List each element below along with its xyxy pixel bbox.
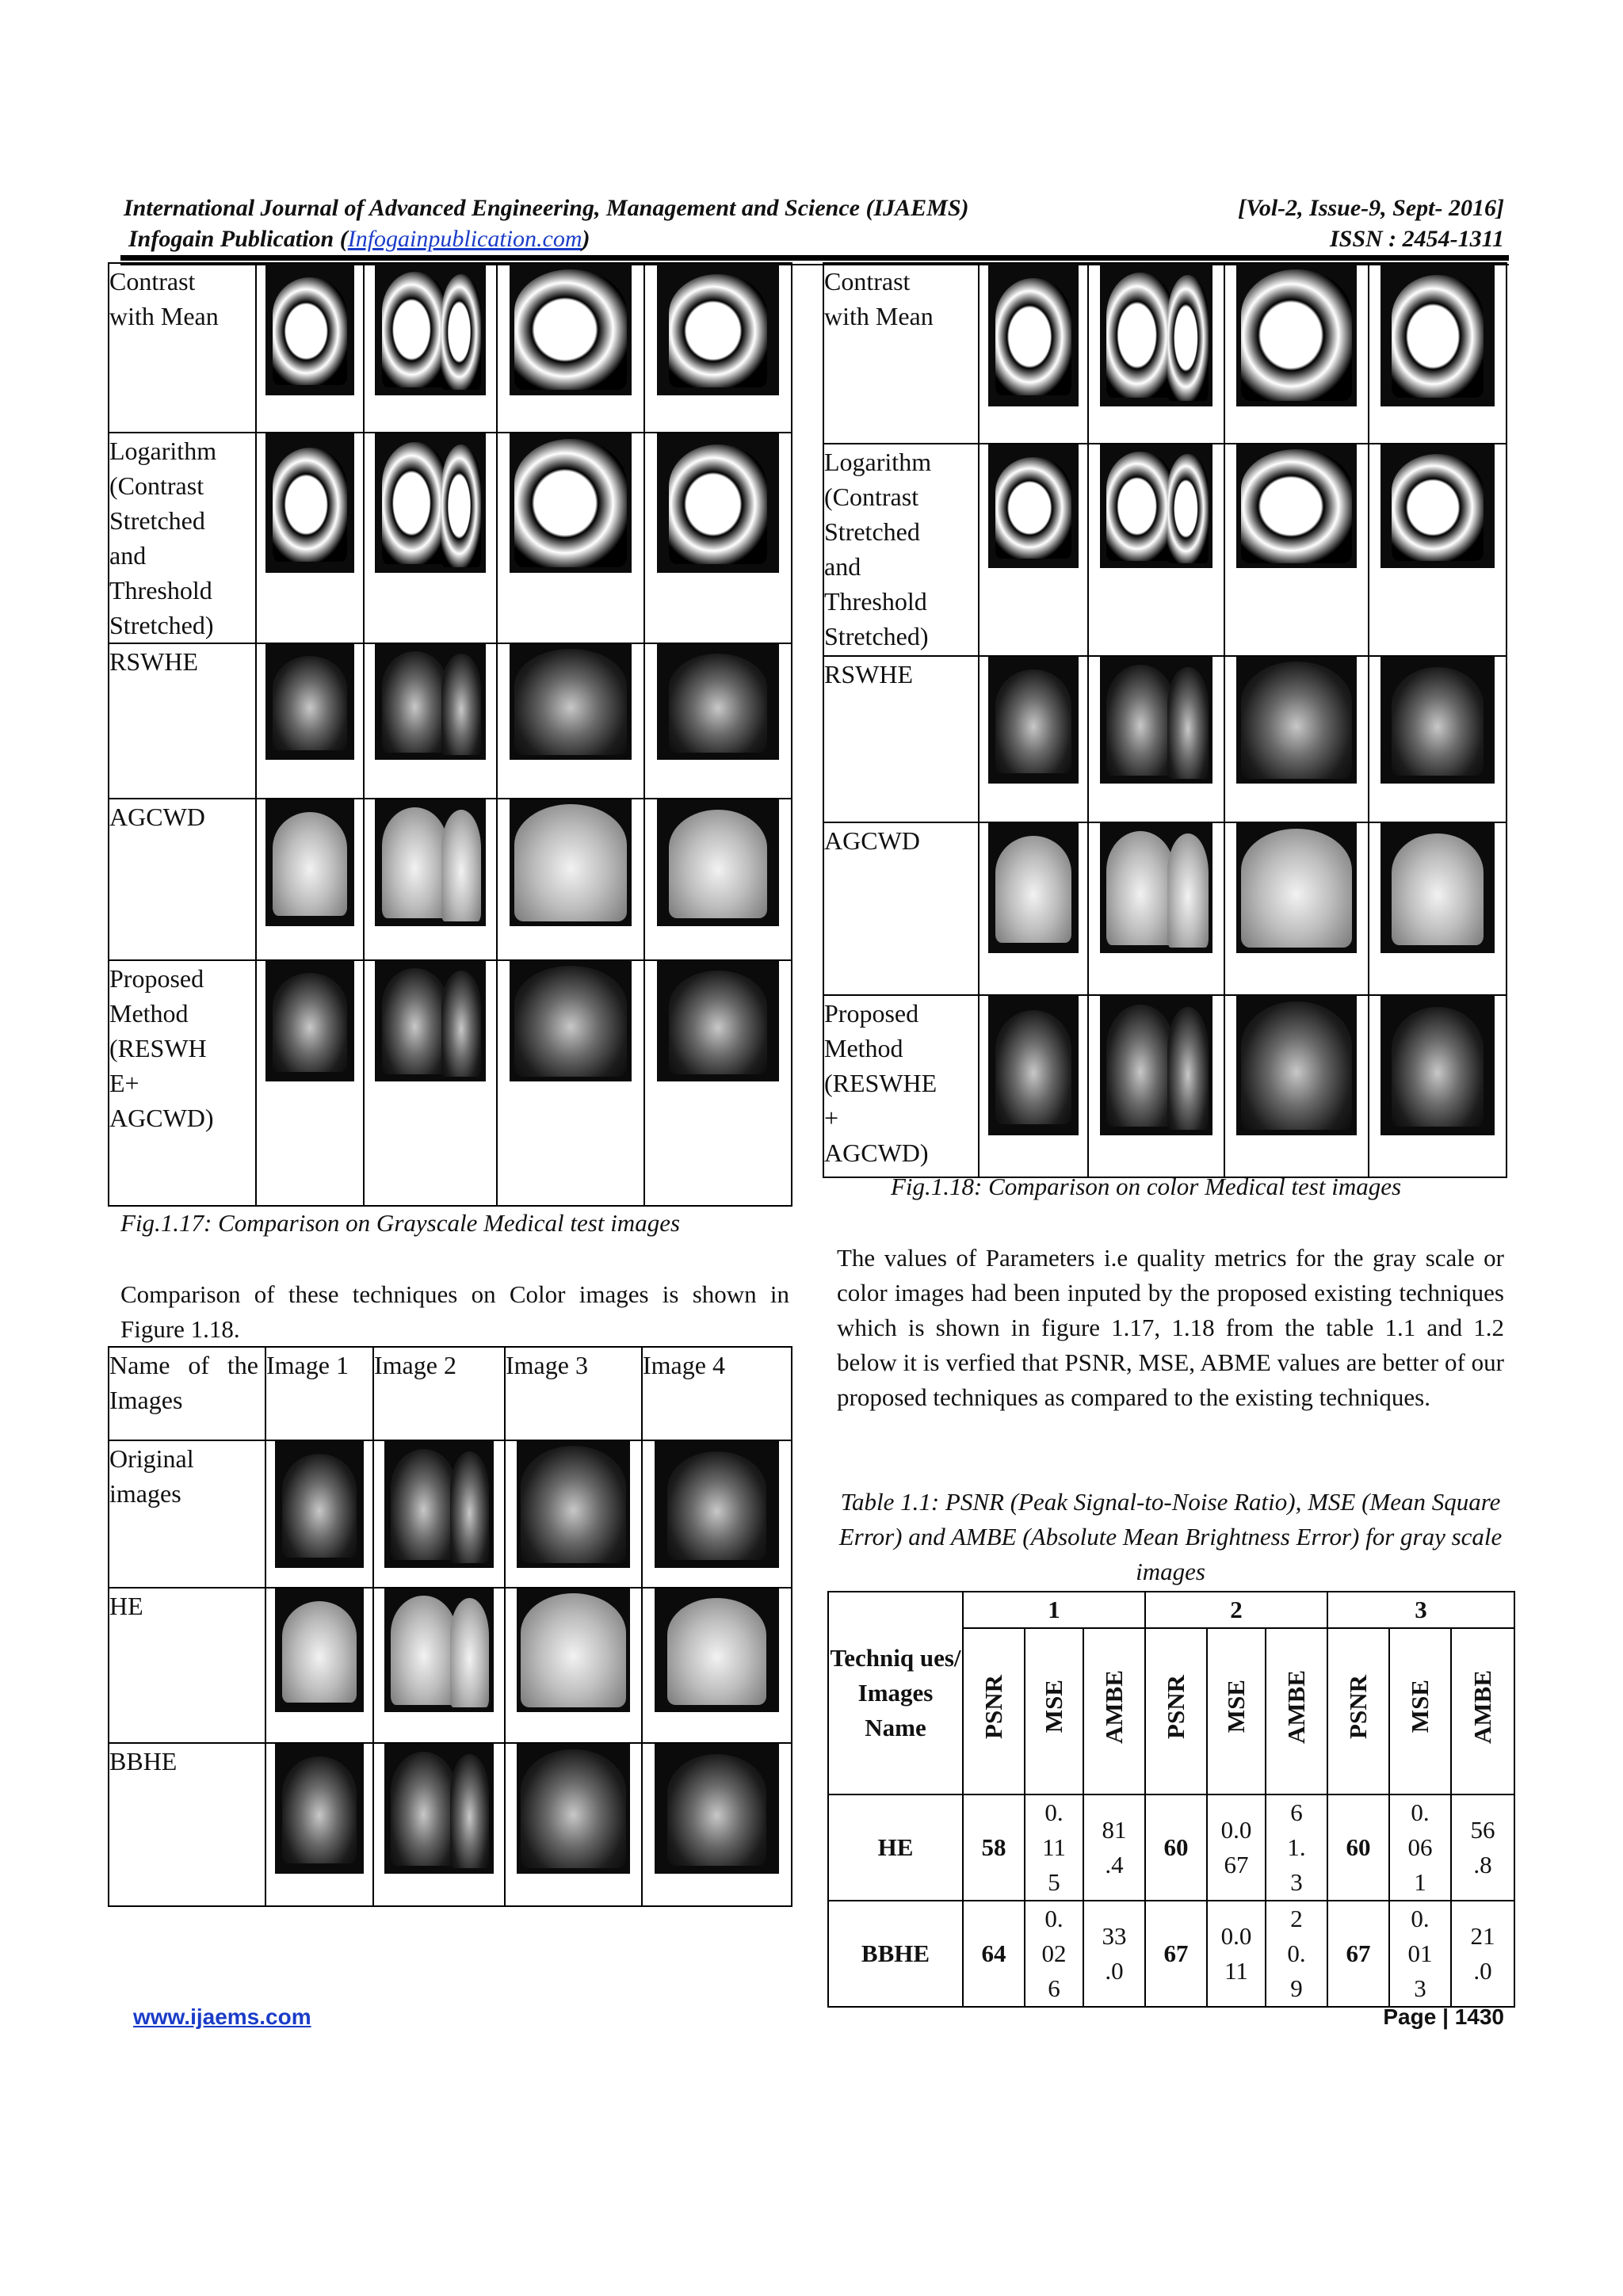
subcol-header: MSE [1389, 1628, 1451, 1794]
image-cell [644, 643, 792, 799]
ultrasound-image [1381, 264, 1495, 406]
image-cell [256, 643, 364, 799]
ultrasound-image [1236, 823, 1356, 953]
metric-value: 58 [963, 1794, 1025, 1901]
ultrasound-image [517, 1589, 631, 1712]
image-cell [1088, 995, 1224, 1177]
image-cell [364, 433, 497, 643]
image-cell [364, 799, 497, 960]
figure-row [109, 799, 792, 960]
technique-label: Proposed Method (RESWH E+ AGCWD) [109, 960, 256, 1206]
subcol-header: AMBE [1451, 1628, 1514, 1794]
ultrasound-image [1381, 996, 1495, 1135]
column-header: Name of the Images [109, 1347, 265, 1440]
ultrasound-image [657, 644, 780, 760]
technique-label: RSWHE [823, 656, 979, 822]
figure-row [109, 433, 792, 643]
metric-value: 2 0. 9 [1266, 1901, 1327, 2007]
issn: ISSN : 2454-1311 [1329, 226, 1504, 252]
image-cell [1369, 263, 1507, 444]
table-row [828, 1901, 1514, 2007]
journal-title: International Journal of Advanced Engineering, Management and Science (IJAEMS) [124, 195, 969, 221]
image-cell [1088, 822, 1224, 995]
ultrasound-image [510, 961, 632, 1081]
ultrasound-image [655, 1744, 779, 1874]
group-header: 2 [1145, 1592, 1327, 1628]
image-cell [1224, 822, 1369, 995]
ultrasound-image [510, 799, 632, 926]
metric-value: 33 .0 [1083, 1901, 1145, 2007]
table-caption: Table 1.1: PSNR (Peak Signal-to-Noise Ratio), MSE (Mean Square Error) and AMBE (Absolute Mean Brightness Error) for gray scale images [838, 1488, 1503, 1585]
subcol-header: PSNR [1145, 1628, 1207, 1794]
figure-row [823, 444, 1507, 656]
image-cell [497, 960, 644, 1206]
technique-label: AGCWD [109, 799, 256, 960]
ultrasound-image [275, 1589, 365, 1712]
ultrasound-image [517, 1441, 631, 1568]
image-cell [1224, 656, 1369, 822]
footer-page: Page | 1430 [1383, 2004, 1504, 2029]
ultrasound-image [988, 996, 1079, 1135]
metric-value: 0. 11 5 [1025, 1794, 1083, 1901]
fig18-original-grid [108, 1346, 792, 1907]
image-cell [644, 960, 792, 1206]
metric-value: 60 [1327, 1794, 1389, 1901]
fig18-grid [823, 262, 1507, 1178]
technique-label: Original images [109, 1440, 265, 1588]
ultrasound-image [375, 433, 485, 573]
technique-label: Logarithm (Contrast Stretched and Threshold Stretched) [109, 433, 256, 643]
image-cell [642, 1588, 792, 1743]
ultrasound-image [1381, 657, 1495, 784]
ultrasound-image [1381, 444, 1495, 568]
publisher-line: Infogain Publication (Infogainpublication.com) [128, 226, 590, 252]
ultrasound-image [1236, 264, 1356, 406]
ultrasound-image [1381, 823, 1495, 953]
technique-name: HE [828, 1794, 963, 1901]
ultrasound-image [1100, 657, 1213, 784]
ultrasound-image [988, 444, 1079, 568]
metrics-table [827, 1591, 1515, 2008]
group-header: 1 [963, 1592, 1145, 1628]
image-cell [642, 1440, 792, 1588]
ultrasound-image [655, 1589, 779, 1712]
figure-row [109, 1440, 792, 1588]
metric-value: 64 [963, 1901, 1025, 2007]
ultrasound-image [1100, 823, 1213, 953]
ultrasound-image [265, 264, 355, 395]
ultrasound-image [988, 657, 1079, 784]
ultrasound-image [375, 644, 485, 760]
fig17-caption: Fig.1.17: Comparison on Grayscale Medical test images [120, 1209, 681, 1237]
header-rule [120, 255, 1509, 261]
figure-row [823, 822, 1507, 995]
ultrasound-image [657, 433, 780, 573]
metric-value: 81 .4 [1083, 1794, 1145, 1901]
ultrasound-image [375, 961, 485, 1081]
figure-row [109, 263, 792, 433]
metric-value: 0. 02 6 [1025, 1901, 1083, 2007]
subcol-header: AMBE [1083, 1628, 1145, 1794]
image-cell [1369, 444, 1507, 656]
image-cell [644, 263, 792, 433]
metric-value: 0.0 67 [1207, 1794, 1266, 1901]
image-cell [364, 263, 497, 433]
ultrasound-image [275, 1744, 365, 1874]
figure-row [109, 1743, 792, 1906]
ultrasound-image [1100, 444, 1213, 568]
image-cell [364, 960, 497, 1206]
image-cell [1224, 263, 1369, 444]
ultrasound-image [265, 433, 355, 573]
image-cell [373, 1440, 505, 1588]
ultrasound-image [657, 264, 780, 395]
figure-row [109, 643, 792, 799]
metric-value: 0. 06 1 [1389, 1794, 1451, 1901]
metric-value: 56 .8 [1451, 1794, 1514, 1901]
ultrasound-image [657, 961, 780, 1081]
ultrasound-image [510, 264, 632, 395]
metric-value: 0.0 11 [1207, 1901, 1266, 2007]
image-cell [979, 995, 1088, 1177]
ultrasound-image [510, 644, 632, 760]
image-cell [505, 1440, 642, 1588]
ultrasound-image [655, 1441, 779, 1568]
table-corner-cell: Techniq ues/ Images Name [828, 1592, 963, 1794]
figure-row [109, 960, 792, 1206]
image-cell [497, 643, 644, 799]
subcol-header: MSE [1207, 1628, 1266, 1794]
subcol-header: AMBE [1266, 1628, 1327, 1794]
ultrasound-image [1236, 996, 1356, 1135]
subcol-header: PSNR [963, 1628, 1025, 1794]
image-cell [979, 263, 1088, 444]
body-paragraph: The values of Parameters i.e quality metrics for the gray scale or color images had been inputed by the proposed existing techniques which is shown in figure 1.17, 1.18 from the table 1.1 and 1.2 below it is verfied that PSNR, MSE, ABME values are better of our proposed techniques as compared to the existing techniques. [837, 1244, 1504, 1411]
figure-row [109, 1588, 792, 1743]
image-cell [1088, 656, 1224, 822]
ultrasound-image [1100, 264, 1213, 406]
image-cell [373, 1588, 505, 1743]
image-cell [497, 263, 644, 433]
technique-label: Proposed Method (RESWHE + AGCWD) [823, 995, 979, 1177]
figure-row [823, 995, 1507, 1177]
fig18-caption: Fig.1.18: Comparison on color Medical test images [891, 1173, 1402, 1200]
image-cell [1224, 995, 1369, 1177]
ultrasound-image [265, 961, 355, 1081]
image-cell [373, 1743, 505, 1906]
ultrasound-image [384, 1589, 494, 1712]
column-header: Image 4 [642, 1347, 792, 1440]
ultrasound-image [1100, 996, 1213, 1135]
metric-value: 67 [1327, 1901, 1389, 2007]
image-cell [979, 656, 1088, 822]
image-cell [1224, 444, 1369, 656]
image-cell [642, 1743, 792, 1906]
metric-value: 60 [1145, 1794, 1207, 1901]
image-cell [1369, 995, 1507, 1177]
image-cell [644, 433, 792, 643]
subcol-header: PSNR [1327, 1628, 1389, 1794]
ultrasound-image [988, 823, 1079, 953]
fig17-grid [108, 262, 792, 1207]
ultrasound-image [988, 264, 1079, 406]
metric-value: 6 1. 3 [1266, 1794, 1327, 1901]
technique-name: BBHE [828, 1901, 963, 2007]
publisher-link[interactable]: Infogainpublication.com [347, 226, 582, 252]
technique-label: Contrast with Mean [109, 263, 256, 433]
table-row [828, 1794, 1514, 1901]
column-header: Image 2 [373, 1347, 505, 1440]
ultrasound-image [265, 644, 355, 760]
image-cell [256, 433, 364, 643]
ultrasound-image [384, 1441, 494, 1568]
image-cell [505, 1743, 642, 1906]
image-cell [979, 822, 1088, 995]
image-cell [1369, 822, 1507, 995]
footer-website-link[interactable]: www.ijaems.com [133, 2004, 311, 2029]
ultrasound-image [1236, 444, 1356, 568]
technique-label: RSWHE [109, 643, 256, 799]
image-cell [1088, 444, 1224, 656]
image-cell [265, 1588, 373, 1743]
image-cell [265, 1743, 373, 1906]
image-cell [979, 444, 1088, 656]
ultrasound-image [384, 1744, 494, 1874]
header-row [109, 1347, 792, 1440]
ultrasound-image [657, 799, 780, 926]
subcol-header: MSE [1025, 1628, 1083, 1794]
figure-row [823, 656, 1507, 822]
figure-row [823, 263, 1507, 444]
intro-paragraph: Comparison of these techniques on Color images is shown in Figure 1.18. [120, 1280, 789, 1343]
image-cell [256, 799, 364, 960]
image-cell [256, 960, 364, 1206]
volume-info: [Vol-2, Issue-9, Sept- 2016] [1238, 195, 1504, 221]
metric-value: 21 .0 [1451, 1901, 1514, 2007]
image-cell [505, 1588, 642, 1743]
image-cell [1088, 263, 1224, 444]
technique-label: AGCWD [823, 822, 979, 995]
ultrasound-image [375, 264, 485, 395]
ultrasound-image [375, 799, 485, 926]
ultrasound-image [275, 1441, 365, 1568]
technique-label: HE [109, 1588, 265, 1743]
ultrasound-image [517, 1744, 631, 1874]
column-header: Image 1 [265, 1347, 373, 1440]
technique-label: Contrast with Mean [823, 263, 979, 444]
ultrasound-image [1236, 657, 1356, 784]
image-cell [265, 1440, 373, 1588]
image-cell [364, 643, 497, 799]
image-cell [644, 799, 792, 960]
technique-label: Logarithm (Contrast Stretched and Threshold Stretched) [823, 444, 979, 656]
ultrasound-image [510, 433, 632, 573]
ultrasound-image [265, 799, 355, 926]
metric-value: 67 [1145, 1901, 1207, 2007]
metric-value: 0. 01 3 [1389, 1901, 1451, 2007]
group-header: 3 [1327, 1592, 1514, 1628]
technique-label: BBHE [109, 1743, 265, 1906]
image-cell [497, 433, 644, 643]
column-header: Image 3 [505, 1347, 642, 1440]
image-cell [497, 799, 644, 960]
image-cell [256, 263, 364, 433]
image-cell [1369, 656, 1507, 822]
